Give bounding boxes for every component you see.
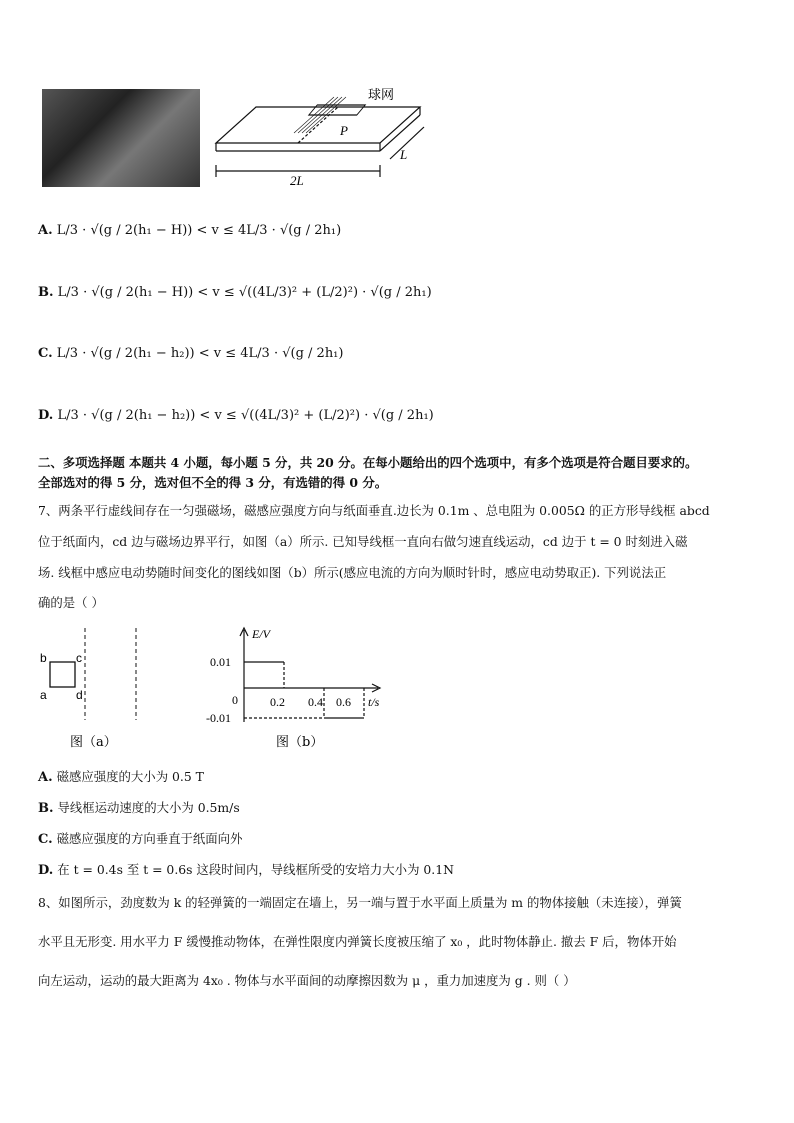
q6-option-b: B. L/3 · √(g / 2(h₁ − H)) < v ≤ √((4L/3)² + (L/2)²) · √(g / 2h₁) <box>38 285 432 300</box>
q6-option-c: C. L/3 · √(g / 2(h₁ − h₂)) < v ≤ 4L/3 · √(g / 2h₁) <box>38 346 344 361</box>
q6-option-d: D. L/3 · √(g / 2(h₁ − h₂)) < v ≤ √((4L/3)² + (L/2)²) · √(g / 2h₁) <box>38 408 434 423</box>
q6-option-a-expr: L/3 · √(g / 2(h₁ − H)) < v ≤ 4L/3 · √(g / 2h₁) <box>56 223 342 238</box>
q7-line2: 位于纸面内，cd 边与磁场边界平行，如图（a）所示. 已知导线框一直向右做匀速直线运动，cd 边于 t = 0 时刻进入磁 <box>38 534 688 549</box>
length-2l-label: 2L <box>290 173 304 188</box>
q6-option-a: A. L/3 · √(g / 2(h₁ − H)) < v ≤ 4L/3 · √(g / 2h₁) <box>38 223 342 238</box>
fig-b-t3: 0.6 <box>336 695 351 709</box>
fig-a-label-a: a <box>40 688 47 702</box>
q7-line1: 7、两条平行虚线间存在一匀强磁场，磁感应强度方向与纸面垂直.边长为 0.1m 、总电阻为 0.005Ω 的正方形导线框 abcd <box>38 503 710 518</box>
q7-option-a: A. 磁感应强度的大小为 0.5 T <box>38 769 204 785</box>
q7-line3: 场. 线框中感应电动势随时间变化的图线如图（b）所示(感应电流的方向为顺时针时，感应电动势取正). 下列说法正 <box>38 565 667 580</box>
fig-a-label-b: b <box>40 651 47 665</box>
fig-b-ylabel: E/V <box>252 627 270 641</box>
fig-b-yneg: -0.01 <box>206 711 231 725</box>
section2-line2: 全部选对的得 5 分，选对但不全的得 3 分，有选错的得 0 分。 <box>38 475 388 490</box>
court-diagram <box>210 85 440 190</box>
fig-a-label-c: c <box>76 651 82 665</box>
fig-b-t1: 0.2 <box>270 695 285 709</box>
q6-option-b-expr: L/3 · √(g / 2(h₁ − H)) < v ≤ √((4L/3)² + (L/2)²) · √(g / 2h₁) <box>57 285 432 300</box>
q6-option-c-expr: L/3 · √(g / 2(h₁ − h₂)) < v ≤ 4L/3 · √(g / 2h₁) <box>56 346 344 361</box>
q7-line4: 确的是（ ） <box>38 595 104 610</box>
fig-a-label-d: d <box>76 688 83 702</box>
fig-b-t2: 0.4 <box>308 695 323 709</box>
q7-option-b: B. 导线框运动速度的大小为 0.5m/s <box>38 800 240 816</box>
q8-line2: 水平且无形变. 用水平力 F 缓慢推动物体，在弹性限度内弹簧长度被压缩了 x₀ ，此时物体静止. 撤去 F 后，物体开始 <box>38 934 677 949</box>
net-label: 球网 <box>368 88 395 103</box>
length-l-label: L <box>400 147 408 162</box>
fig-b-caption: 图（b） <box>276 735 324 750</box>
q7-option-d: D. 在 t = 0.4s 至 t = 0.6s 这段时间内，导线框所受的安培力大小为 0.1N <box>38 862 454 878</box>
q6-option-d-expr: L/3 · √(g / 2(h₁ − h₂)) < v ≤ √((4L/3)² + (L/2)²) · √(g / 2h₁) <box>57 408 434 423</box>
fig-b-ypos: 0.01 <box>210 655 231 669</box>
volleyball-photo <box>42 89 200 187</box>
fig-b-xlabel: t/s <box>368 695 380 709</box>
fig-b-origin: 0 <box>232 693 238 707</box>
section2-line1: 二、多项选择题 本题共 4 小题，每小题 5 分，共 20 分。在每小题给出的四个选项中，有多个选项是符合题目要求的。 <box>38 455 698 470</box>
q8-line1: 8、如图所示，劲度数为 k 的轻弹簧的一端固定在墙上，另一端与置于水平面上质量为 m 的物体接触（未连接），弹簧 <box>38 895 682 910</box>
q7-figure-b <box>200 622 400 754</box>
q8-line3: 向左运动，运动的最大距离为 4x₀ . 物体与水平面间的动摩擦因数为 μ ，重力加速度为 g . 则（ ） <box>38 973 576 988</box>
q7-figure-a <box>38 624 148 754</box>
q7-option-c: C. 磁感应强度的方向垂直于纸面向外 <box>38 831 243 847</box>
point-p-label: P <box>340 123 348 138</box>
fig-a-caption: 图（a） <box>70 735 117 750</box>
